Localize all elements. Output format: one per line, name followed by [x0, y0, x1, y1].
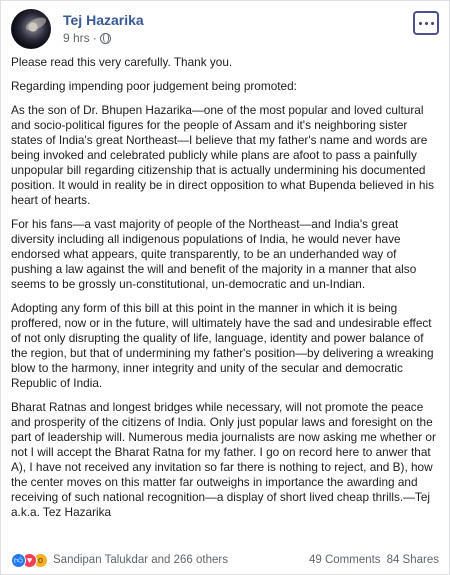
reactors-text[interactable]: Sandipan Talukdar and 266 others [53, 554, 228, 566]
globe-icon [100, 33, 111, 44]
engagement-counts [309, 554, 439, 566]
post-footer [11, 550, 439, 570]
dot-icon [431, 22, 434, 25]
author-name[interactable]: Tej Hazarika [63, 12, 144, 28]
avatar[interactable] [11, 9, 51, 49]
post-paragraph: Adopting any form of this bill at this point in the manner in which it is being proffered, now or in the future, will ultimately have the sad and undesirable effect of not only disrupting the quality of life, language, identity and power balance of the region, but that of undermining my father's position—by delivering a wreaking blow to the harmony, inner integrity and unity of the secular and democratic Republic of India. [11, 301, 434, 390]
post-time[interactable]: 9 hrs [63, 31, 90, 45]
like-icon: 👍︎ [11, 553, 26, 568]
post-paragraph: As the son of Dr. Bhupen Hazarika—one of the most popular and loved cultural and socio-political figures for the people of Assam and it's neighboring sister states of India's great Northeast—I believe that my father's name and words are being invoked and celebrated publicly while plans are afoot to pass a painfully unpopular bill regarding citizenship that is actually undermining his documented position. It would in reality be in direct opposition to what Bupenda believed in his heart of hearts. [11, 103, 434, 207]
dot-icon [425, 22, 428, 25]
more-options-button[interactable] [413, 11, 439, 35]
wow-icon: o [33, 553, 48, 568]
shares-count[interactable]: 84 Shares [386, 554, 439, 566]
meta-separator: · [92, 31, 97, 45]
post-header [11, 9, 439, 51]
post-paragraph: Please read this very carefully. Thank you. [11, 55, 233, 69]
reactions-summary[interactable] [11, 553, 228, 568]
post-paragraph: For his fans—a vast majority of people of the Northeast—and India's great diversity including all indigenous populations of India, he would never have endorsed what appears, quite transparently, to be an underhanded way of pushing a law against the will and benefit of the majority in a manner that also seems to be grossly un-constitutional, un-democratic and un-Indian. [11, 217, 417, 291]
dot-icon [419, 22, 422, 25]
post-paragraph: Bharat Ratnas and longest bridges while necessary, will not promote the peace and prosperity of the citizens of India. Only just popular laws and foresight on the part of leadership will. Numerous media journalists are now asking me whether or not I will accept the Bharat Ratna for my father. I go on record here to anwer that A), I have not received any invitation so far there is nothing to reject, and B), how the center moves on this matter far outweighs in importance the awarding and receiving of such national recognition—a display of short lived cheap thrills.—Tej a.k.a. Tez Hazarika [11, 400, 436, 519]
post-meta [63, 31, 111, 45]
comments-count[interactable]: 49 Comments [308, 554, 381, 566]
post-paragraph: Regarding impending poor judgement being promoted: [11, 79, 297, 93]
love-icon: ♥ [22, 553, 37, 568]
post-body [11, 55, 439, 529]
